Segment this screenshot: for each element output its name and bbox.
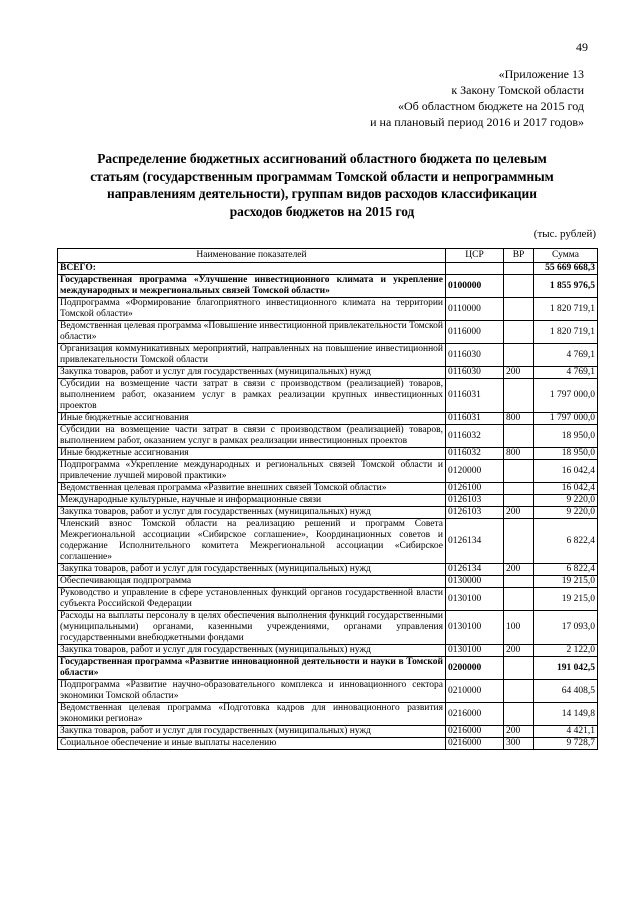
cell-vr	[504, 298, 534, 321]
cell-csr: 0116031	[446, 379, 504, 413]
cell-name: Закупка товаров, работ и услуг для государственных (муниципальных) нужд	[58, 507, 446, 519]
appendix-line: к Закону Томской области	[451, 83, 584, 97]
units-label: (тыс. рублей)	[533, 228, 596, 240]
cell-vr	[504, 344, 534, 367]
cell-sum: 19 215,0	[534, 576, 598, 588]
cell-name: Подпрограмма «Формирование благоприятного инвестиционного климата на территории Томской области»	[58, 298, 446, 321]
cell-name: Иные бюджетные ассигнования	[58, 413, 446, 425]
table-row	[58, 367, 598, 379]
cell-sum: 9 220,0	[534, 507, 598, 519]
table-row	[58, 576, 598, 588]
table-row	[58, 611, 598, 645]
cell-csr: 0216000	[446, 703, 504, 726]
cell-name: Социальное обеспечение и иные выплаты населению	[58, 738, 446, 750]
column-header-sum: Сумма	[534, 249, 598, 263]
table-row	[58, 263, 598, 275]
table-row	[58, 564, 598, 576]
cell-name: Организация коммуникативных мероприятий, направленных на повышение инвестиционной привлекательности Томской области	[58, 344, 446, 367]
title-line: статьям (государственным программам Томской области и непрограммным	[90, 168, 554, 184]
cell-vr	[504, 576, 534, 588]
cell-csr: 0216000	[446, 738, 504, 750]
cell-vr	[504, 483, 534, 495]
cell-sum: 18 950,0	[534, 425, 598, 448]
cell-name: Закупка товаров, работ и услуг для государственных (муниципальных) нужд	[58, 564, 446, 576]
title-line: Распределение бюджетных ассигнований областного бюджета по целевым	[97, 151, 547, 166]
cell-name: Закупка товаров, работ и услуг для государственных (муниципальных) нужд	[58, 726, 446, 738]
cell-sum: 1 797 000,0	[534, 413, 598, 425]
table-row	[58, 275, 598, 298]
title-line: расходов бюджетов на 2015 год	[229, 203, 415, 219]
cell-vr	[504, 275, 534, 298]
cell-sum: 16 042,4	[534, 460, 598, 483]
cell-csr: 0120000	[446, 460, 504, 483]
cell-vr: 200	[504, 367, 534, 379]
cell-name: Подпрограмма «Укрепление международных и региональных связей Томской области и привлечение лучшей мировой практики»	[58, 460, 446, 483]
cell-vr	[504, 680, 534, 703]
cell-name: Закупка товаров, работ и услуг для государственных (муниципальных) нужд	[58, 367, 446, 379]
cell-sum: 1 855 976,5	[534, 275, 598, 298]
appendix-header	[370, 66, 584, 130]
cell-csr: 0130100	[446, 611, 504, 645]
table-row	[58, 460, 598, 483]
table-row	[58, 703, 598, 726]
table-row	[58, 507, 598, 519]
table-row	[58, 738, 598, 750]
cell-vr	[504, 321, 534, 344]
cell-sum: 19 215,0	[534, 588, 598, 611]
cell-name: Ведомственная целевая программа «Подготовка кадров для инновационного развития экономики региона»	[58, 703, 446, 726]
table-row	[58, 495, 598, 507]
cell-csr: 0116000	[446, 321, 504, 344]
cell-vr	[504, 657, 534, 680]
cell-vr	[504, 425, 534, 448]
cell-sum: 55 669 668,3	[534, 263, 598, 275]
cell-csr: 0116032	[446, 425, 504, 448]
cell-csr: 0130100	[446, 588, 504, 611]
table-row	[58, 321, 598, 344]
cell-csr: 0130000	[446, 576, 504, 588]
cell-name: Международные культурные, научные и информационные связи	[58, 495, 446, 507]
table-row	[58, 483, 598, 495]
cell-vr: 200	[504, 507, 534, 519]
table-row	[58, 519, 598, 564]
cell-sum: 16 042,4	[534, 483, 598, 495]
cell-name: Обеспечивающая подпрограмма	[58, 576, 446, 588]
cell-vr: 300	[504, 738, 534, 750]
cell-vr: 200	[504, 564, 534, 576]
cell-sum: 17 093,0	[534, 611, 598, 645]
cell-csr: 0216000	[446, 726, 504, 738]
cell-name: Ведомственная целевая программа «Повышение инвестиционной привлекательности Томской области»	[58, 321, 446, 344]
cell-sum: 6 822,4	[534, 564, 598, 576]
table-row	[58, 298, 598, 321]
table-row	[58, 448, 598, 460]
cell-name: Ведомственная целевая программа «Развитие внешних связей Томской области»	[58, 483, 446, 495]
cell-name: Государственная программа «Развитие инновационной деятельности и науки в Томской области»	[58, 657, 446, 680]
cell-sum: 2 122,0	[534, 645, 598, 657]
column-header-vr: ВР	[504, 249, 534, 263]
cell-csr: 0116030	[446, 367, 504, 379]
table-row	[58, 657, 598, 680]
cell-sum: 1 820 719,1	[534, 321, 598, 344]
cell-sum: 1 797 000,0	[534, 379, 598, 413]
column-header-name: Наименование показателей	[58, 249, 446, 263]
cell-vr: 200	[504, 726, 534, 738]
cell-name: Закупка товаров, работ и услуг для государственных (муниципальных) нужд	[58, 645, 446, 657]
cell-csr: 0116032	[446, 448, 504, 460]
cell-csr: 0126103	[446, 495, 504, 507]
cell-vr: 800	[504, 413, 534, 425]
cell-csr	[446, 263, 504, 275]
cell-csr: 0126100	[446, 483, 504, 495]
cell-sum: 4 769,1	[534, 344, 598, 367]
cell-sum: 18 950,0	[534, 448, 598, 460]
cell-vr: 800	[504, 448, 534, 460]
table-row	[58, 413, 598, 425]
cell-vr	[504, 703, 534, 726]
cell-name: ВСЕГО:	[58, 263, 446, 275]
cell-vr	[504, 460, 534, 483]
cell-sum: 14 149,8	[534, 703, 598, 726]
cell-sum: 191 042,5	[534, 657, 598, 680]
page-number: 49	[576, 40, 588, 54]
table-row	[58, 344, 598, 367]
cell-name: Подпрограмма «Развитие научно-образовательного комплекса и инновационного сектора экономики Томской области»	[58, 680, 446, 703]
cell-csr: 0200000	[446, 657, 504, 680]
cell-name: Субсидии на возмещение части затрат в связи с производством (реализацией) товаров, выполнением работ, оказанием услуг в рамках реализации инвестиционных проектов	[58, 425, 446, 448]
cell-vr	[504, 495, 534, 507]
title-line: направлениям деятельности), группам видов расходов классификации	[107, 186, 537, 201]
cell-vr: 100	[504, 611, 534, 645]
cell-vr	[504, 263, 534, 275]
cell-csr: 0116031	[446, 413, 504, 425]
cell-name: Государственная программа «Улучшение инвестиционного климата и укрепление международных и межрегиональных связей Томской области»	[58, 275, 446, 298]
table-row	[58, 425, 598, 448]
cell-csr: 0210000	[446, 680, 504, 703]
cell-vr	[504, 519, 534, 564]
cell-name: Расходы на выплаты персоналу в целях обеспечения выполнения функций государственными (муниципальными) органами, казенными учреждениями, органами управления государственными внебюджетными фондами	[58, 611, 446, 645]
cell-vr: 200	[504, 645, 534, 657]
table-row	[58, 726, 598, 738]
cell-sum: 4 769,1	[534, 367, 598, 379]
cell-csr: 0116030	[446, 344, 504, 367]
cell-csr: 0100000	[446, 275, 504, 298]
cell-csr: 0126134	[446, 519, 504, 564]
table-row	[58, 680, 598, 703]
cell-name: Иные бюджетные ассигнования	[58, 448, 446, 460]
cell-sum: 9 728,7	[534, 738, 598, 750]
cell-sum: 9 220,0	[534, 495, 598, 507]
cell-csr: 0130100	[446, 645, 504, 657]
document-title	[66, 150, 578, 220]
cell-name: Членский взнос Томской области на реализацию решений и программ Совета Межрегиональной ассоциации «Сибирское соглашение», Координационных советов и содержание Исполнительного комитета Межрегиональной ассоциации «Сибирское соглашение»	[58, 519, 446, 564]
table-row	[58, 588, 598, 611]
table-row	[58, 645, 598, 657]
appendix-line: «Об областном бюджете на 2015 год	[398, 99, 584, 113]
column-header-csr: ЦСР	[446, 249, 504, 263]
cell-csr: 0126103	[446, 507, 504, 519]
cell-sum: 64 408,5	[534, 680, 598, 703]
cell-sum: 6 822,4	[534, 519, 598, 564]
cell-name: Субсидии на возмещение части затрат в связи с производством (реализацией) товаров, выполнением работ, оказанием услуг в рамках реализации крупных инвестиционных проектов	[58, 379, 446, 413]
cell-csr: 0126134	[446, 564, 504, 576]
cell-vr	[504, 379, 534, 413]
cell-vr	[504, 588, 534, 611]
budget-table	[57, 248, 598, 750]
table-row	[58, 379, 598, 413]
appendix-line: «Приложение 13	[498, 67, 584, 81]
cell-sum: 4 421,1	[534, 726, 598, 738]
appendix-line: и на плановый период 2016 и 2017 годов»	[370, 115, 584, 129]
cell-sum: 1 820 719,1	[534, 298, 598, 321]
cell-csr: 0110000	[446, 298, 504, 321]
cell-name: Руководство и управление в сфере установленных функций органов государственной власти субъекта Российской Федерации	[58, 588, 446, 611]
table-header-row	[58, 249, 598, 263]
